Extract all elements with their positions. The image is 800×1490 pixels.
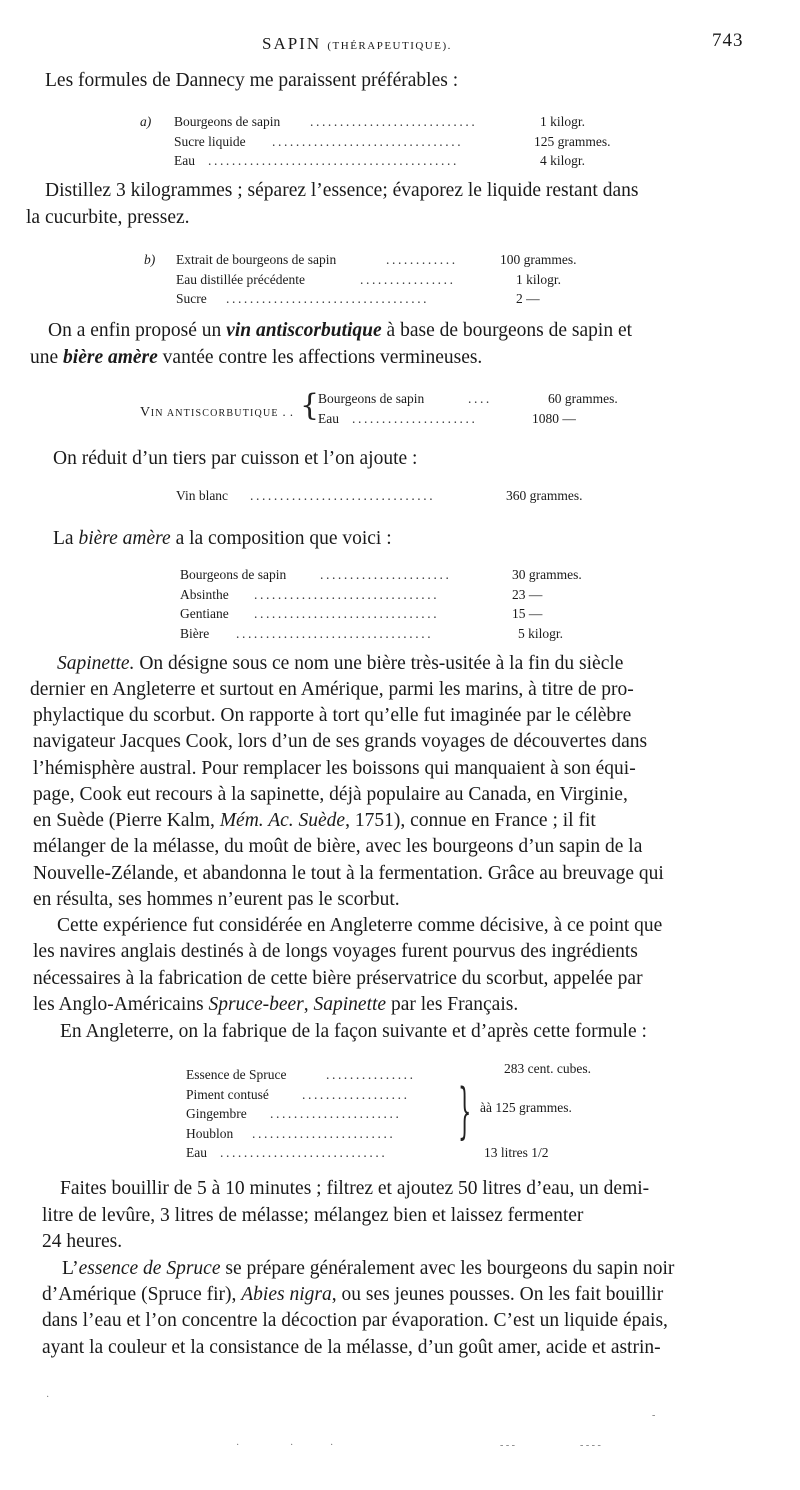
- recipe-row: [176, 289, 624, 309]
- text-run: L’: [62, 1258, 79, 1279]
- leader-dots: ............................: [310, 114, 478, 129]
- ingredient-quantity: 1 kilogr.: [540, 114, 586, 129]
- paragraph-vin-line-1: [48, 318, 632, 344]
- leader-dots: ..........................................: [208, 153, 459, 168]
- ingredient-name: Sucre: [176, 291, 207, 306]
- recipe-a: [140, 112, 620, 171]
- text-run: On a enfin proposé un: [48, 320, 227, 341]
- sapinette-line-9: Nouvelle-Zélande, et abandonna le tout à la fermentation. Grâce au breuvage qui: [33, 863, 664, 884]
- scan-speck: ·: [236, 1440, 240, 1451]
- ingredient-quantity: 125 grammes.: [534, 133, 611, 149]
- ingredient-quantity: 30 grammes.: [512, 567, 582, 582]
- leader-dots: ...............................: [254, 606, 440, 621]
- ingredient-name: Bourgeons de sapin: [318, 391, 425, 406]
- emphasis-mem-ac-suede: Mém. Ac. Suède: [219, 810, 346, 831]
- recipe-row: [174, 151, 620, 171]
- text-run: a la composition que voici :: [170, 528, 392, 549]
- ingredient-name: Sucre liquide: [174, 133, 246, 149]
- ingredient-quantity: 2 —: [516, 291, 540, 306]
- ingredient-quantity: 1080 —: [532, 410, 576, 426]
- running-title-main: SAPIN: [262, 34, 322, 53]
- leader-dots: ...............................: [250, 488, 436, 503]
- ingredient-name: Gingembre: [186, 1106, 247, 1121]
- recipe-row: [180, 565, 620, 585]
- leader-dots: ................................: [272, 133, 464, 149]
- recipe-row: [186, 1124, 626, 1144]
- emphasis-abies-nigra: Abies nigra: [241, 1284, 332, 1305]
- text-run: se prépare généralement avec les bourgeons du sapin noir: [220, 1258, 675, 1279]
- leader-dots: ............................: [220, 1145, 388, 1160]
- ingredient-name: Gentiane: [180, 606, 229, 621]
- sapinette-line-1: [57, 651, 623, 677]
- scan-speck: ·: [46, 1392, 50, 1403]
- recipe-row: [176, 250, 624, 270]
- ingredient-quantity: 5 kilogr.: [518, 625, 564, 641]
- leader-dots: ........................: [252, 1125, 396, 1141]
- paragraph-angleterre: En Angleterre, on la fabrique de la façon suivante et d’après cette formule :: [60, 1021, 647, 1042]
- experience-line-2: les navires anglais destinés à de longs voyages furent pourvus des ingrédients: [33, 941, 638, 962]
- leader-dots: .................................: [236, 625, 434, 641]
- scan-speck: ·: [290, 1440, 294, 1451]
- group-quantity: àà 125 grammes.: [480, 1100, 572, 1115]
- recipe-row: [186, 1061, 626, 1085]
- paragraph-intro: Les formules de Dannecy me paraissent préférables :: [45, 70, 459, 91]
- recipe-row: [174, 132, 620, 152]
- text-run: On désigne sous ce nom une bière très-usitée à la fin du siècle: [134, 653, 624, 674]
- sapinette-line-4: navigateur Jacques Cook, lors d’un de ses grands voyages de découvertes dans: [33, 731, 648, 752]
- leader-dots: ..................................: [226, 291, 430, 306]
- leader-dots: ................: [360, 271, 456, 287]
- text-run: par les Français.: [386, 994, 519, 1015]
- text-run: , ou ses jeunes pousses. On les fait bouillir: [331, 1284, 664, 1305]
- leader-dots: ......................: [320, 567, 452, 582]
- paragraph-bouillir-line-1: Faites bouillir de 5 à 10 minutes ; filtrez et ajoutez 50 litres d’eau, un demi-: [60, 1178, 650, 1199]
- text-run: une: [30, 347, 64, 368]
- vin-blanc-row-container: [176, 486, 616, 506]
- emphasis-spruce-beer: Spruce-beer: [208, 994, 304, 1015]
- ingredient-name: Piment contusé: [186, 1086, 269, 1102]
- biere-recipe: [180, 565, 620, 643]
- running-title: [262, 34, 452, 54]
- recipe-row: [180, 585, 620, 605]
- running-title-paren: (THÉRAPEUTIQUE).: [327, 40, 452, 52]
- paragraph-bouillir-line-3: 24 heures.: [42, 1231, 123, 1252]
- scan-speck: - - - -: [580, 1440, 601, 1451]
- leader-dots: ...............: [326, 1067, 416, 1082]
- caption-initial: V: [140, 405, 151, 420]
- paragraph-essence-line-2: [42, 1282, 663, 1308]
- leader-dots: ..................: [302, 1086, 410, 1102]
- experience-line-3: nécessaires à la fabrication de cette bière préservatrice du scorbut, appelée par: [33, 968, 643, 989]
- ingredient-name: Essence de Spruce: [186, 1067, 287, 1082]
- sapinette-line-3: phylactique du scorbut. On rapporte à tort qu’elle fut imaginée par le célèbre: [33, 705, 632, 726]
- sapinette-line-5: l’hémisphère austral. Pour remplacer les boissons qui manquaient à son équi-: [33, 758, 636, 779]
- text-run: les Anglo-Américains: [33, 994, 209, 1015]
- page-number: 743: [712, 30, 744, 51]
- ingredient-name: Eau: [186, 1145, 207, 1160]
- ingredient-name: Eau: [174, 153, 195, 168]
- text-run: vantée contre les affections vermineuses.: [157, 347, 483, 368]
- ingredient-quantity: 4 kilogr.: [540, 153, 586, 168]
- ingredient-name: Bourgeons de sapin: [180, 567, 287, 582]
- leader-dots: .....................: [352, 410, 478, 426]
- ingredient-quantity: 283 cent. cubes.: [504, 1061, 591, 1076]
- emphasis-biere-amere: bière amère: [78, 528, 171, 549]
- paragraph-reduit: On réduit d’un tiers par cuisson et l’on ajoute :: [53, 448, 418, 469]
- leader-dots: ......................: [270, 1106, 402, 1121]
- ingredient-name: Houblon: [186, 1125, 234, 1141]
- emphasis-sapinette: Sapinette.: [57, 653, 135, 674]
- ingredient-name: Extrait de bourgeons de sapin: [176, 252, 337, 267]
- scan-speck: - - -: [500, 1440, 515, 1451]
- recipe-row: [176, 486, 616, 506]
- ingredient-quantity: 100 grammes.: [500, 252, 577, 267]
- ingredient-quantity: 1 kilogr.: [516, 271, 562, 287]
- vin-recipe: [318, 389, 648, 428]
- ingredient-name: Eau: [318, 410, 339, 426]
- leader-dots: ....: [468, 391, 492, 406]
- recipe-row: [318, 389, 648, 409]
- recipe-row: [186, 1143, 626, 1163]
- scan-speck: ·: [330, 1440, 334, 1451]
- ingredient-name: Bourgeons de sapin: [174, 114, 281, 129]
- recipe-row: [174, 112, 620, 132]
- paragraph-essence-line-4: ayant la couleur et la consistance de la mélasse, d’un goût amer, acide et astrin-: [42, 1337, 661, 1358]
- spruce-recipe: [186, 1061, 626, 1163]
- ingredient-name: Eau distillée précédente: [176, 271, 305, 287]
- emphasis-vin-antiscorbutique: vin antiscorbutique: [226, 320, 382, 341]
- text-run: La: [53, 528, 79, 549]
- experience-line-4: [33, 992, 518, 1018]
- recipe-row: [180, 604, 620, 624]
- running-header: [0, 30, 800, 60]
- caption-dots: . .: [282, 405, 294, 419]
- sapinette-line-10: en résulta, ses hommes n’eurent pas le scorbut.: [33, 889, 400, 910]
- leader-dots: ...............................: [254, 586, 440, 602]
- scan-speck: -: [652, 1410, 656, 1421]
- recipe-row: [318, 409, 648, 429]
- paragraph-vin-line-2: [30, 345, 482, 371]
- ingredient-quantity: 360 grammes.: [506, 488, 583, 503]
- experience-line-1: Cette expérience fut considérée en Angleterre comme décisive, à ce point que: [57, 915, 663, 936]
- ingredient-quantity: 60 grammes.: [548, 391, 618, 406]
- recipe-row: [176, 270, 624, 290]
- brace-icon: {: [300, 388, 320, 423]
- emphasis-sapinette: Sapinette: [313, 994, 387, 1015]
- ingredient-name: Bière: [180, 625, 210, 641]
- text-run: ,: [303, 994, 314, 1015]
- recipe-b: [144, 250, 624, 309]
- sapinette-line-8: mélanger de la mélasse, du moût de bière, avec les bourgeons d’un sapin de la: [33, 836, 643, 857]
- text-run: , 1751), connue en France ; il fit: [345, 810, 596, 831]
- vin-recipe-caption: [140, 405, 294, 421]
- paragraph-bouillir-line-2: litre de levûre, 3 litres de mélasse; mélangez bien et laissez fermenter: [42, 1205, 584, 1226]
- leader-dots: ............: [386, 252, 458, 267]
- sapinette-line-6: page, Cook eut recours à la sapinette, déjà populaire au Canada, en Virginie,: [33, 784, 628, 805]
- recipe-b-marker: b): [144, 252, 156, 267]
- paragraph-distill-line-1: Distillez 3 kilogrammes ; séparez l’essence; évaporez le liquide restant dans: [45, 180, 639, 201]
- recipe-a-marker: a): [140, 114, 152, 129]
- paragraph-distill-line-2: la cucurbite, pressez.: [26, 207, 190, 228]
- brace-icon: }: [458, 1076, 472, 1146]
- text-run: d’Amérique (Spruce fir),: [42, 1284, 242, 1305]
- paragraph-essence-line-1: [62, 1256, 674, 1282]
- emphasis-essence-de-spruce: essence de Spruce: [78, 1258, 221, 1279]
- sapinette-line-2: dernier en Angleterre et surtout en Amérique, parmi les marins, à titre de pro-: [30, 679, 634, 700]
- recipe-row: [180, 624, 620, 644]
- ingredient-quantity: 23 —: [512, 586, 543, 602]
- sapinette-line-7: [33, 808, 596, 834]
- caption-rest: IN ANTISCORBUTIQUE: [150, 408, 279, 419]
- paragraph-essence-line-3: dans l’eau et l’on concentre la décoction par évaporation. C’est un liquide épais,: [42, 1310, 668, 1331]
- ingredient-quantity: 15 —: [512, 606, 543, 621]
- ingredient-name: Vin blanc: [176, 488, 229, 503]
- emphasis-biere-amere: bière amère: [63, 347, 158, 368]
- ingredient-name: Absinthe: [180, 586, 229, 602]
- ingredient-quantity: 13 litres 1/2: [484, 1145, 549, 1160]
- text-run: en Suède (Pierre Kalm,: [33, 810, 220, 831]
- paragraph-biere: [53, 526, 392, 552]
- text-run: à base de bourgeons de sapin et: [381, 320, 633, 341]
